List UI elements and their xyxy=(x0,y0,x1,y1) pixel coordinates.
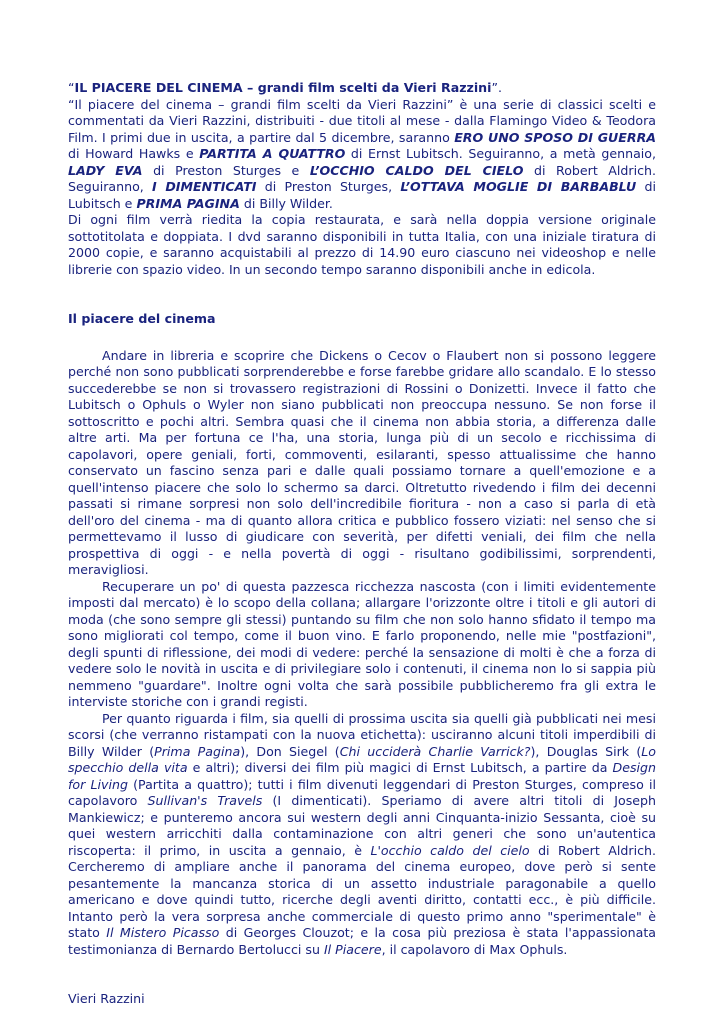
title-quote-open: “ xyxy=(68,80,75,95)
intro-text: di Howard Hawks e xyxy=(68,146,200,161)
distribution-paragraph: Di ogni film verrà riedita la copia restaurata, e sarà nella doppia versione originale sottotitolata e doppiata. I dvd saranno disponibili in tutta Italia, con una iniziale tiratura di 2000 copie, e saranno acquistabili al prezzo di 14.90 euro ciascuno nei videoshop e nelle librerie con spazio video. In un secondo tempo saranno disponibili anche in edicola. xyxy=(68,212,656,277)
film-title: PRIMA PAGINA xyxy=(136,195,240,211)
article-text: di Robert Aldrich. Cercheremo di ampliare anche il panorama del cinema europeo, dove però si sente pesantemente la mancanza storica di un assetto industriale paragonabile a quello americano e dove quindi tutto, ricerche degli aventi diritto, contatti ecc., è più difficile. Intanto però la vera sorpresa anche commerciale di questo primo anno "sperimentale" è stato xyxy=(68,842,656,940)
article-paragraph-1: Andare in libreria e scoprire che Dickens o Cecov o Flaubert non si possono leggere perché non sono pubblicati sorprenderebbe e forse farebbe gridare allo scandalo. E lo stesso succederebbe se non si trovassero registrazioni di Rossini o Donizetti. Invece il fatto che Lubitsch o Ophuls o Wyler non siano pubblicati non preoccupa nessuno. Se non forse il sottoscritto e pochi altri. Sembra quasi che il cinema non abbia storia, a differenza dalle altre arti. Ma per fortuna ce l'ha, una storia, lunga più di un secolo e ricchissima di capolavori, opere geniali, forti, commoventi, esilaranti, spesso attualissime che hanno conservato un fascino senza pari e dalle quali possiamo tornare a quell'emozione e a quell'intenso piacere che solo lo schermo sa darci. Oltretutto rivedendo i film dei decenni passati si rimane sorpresi non solo dell'incredibile fioritura - non a caso si parla di età dell'oro del cinema - ma di quanto allora critica e pubblico fossero viziati: nel senso che si permettevamo il lusso di giudicare con severità, per difetti veniali, dei film che nella prospettiva di oggi - e nella povertà di oggi - risultano godibilissimi, sorprendenti, meravigliosi. xyxy=(68,347,656,577)
section-heading: Il piacere del cinema xyxy=(68,311,216,326)
intro-paragraph xyxy=(68,97,656,213)
film-title: ERO UNO SPOSO DI GUERRA xyxy=(454,129,657,145)
article-paragraph-3 xyxy=(68,711,656,959)
film-title-italic: Il Mistero Picasso xyxy=(106,925,220,940)
document-title: IL PIACERE DEL CINEMA – grandi film scelti da Vieri Razzini xyxy=(74,80,492,95)
intro-text: di Preston Sturges e xyxy=(142,162,310,178)
film-title: PARTITA A QUATTRO xyxy=(199,146,346,161)
article-paragraph-2: Recuperare un po' di questa pazzesca ricchezza nascosta (con i limiti evidentemente imposti dal mercato) è lo scopo della collana; allargare l'orizzonte oltre i titoli e gli autori di moda (che sono sempre gli stessi) puntando su film che non solo hanno sfidato il tempo ma sono migliorati col tempo, come il buon vino. E farlo proponendo, nelle mie "postfazioni", degli spunti di riflessione, dei modi di vedere: perché la sensazione di molti è che a forza di vedere solo le novità in uscita e di privilegiare solo i contenuti, il cinema non lo si sappia più nemmeno "guardare". Inoltre ogni volta che sarà possibile pubblicheremo fra gli extra le interviste storiche con i grandi registi. xyxy=(68,578,656,709)
intro-text: “Il piacere del cinema – grandi film scelti da Vieri Razzini” è una serie di classici scelti e commentati da Vieri Razzini, distribuiti - due titoli al mese - dalla Flamingo Video & Teodora Film. I primi due in uscita, a partire dal 5 dicembre, saranno xyxy=(68,96,656,145)
article-text: e altri); diversi dei film più magici di Ernst Lubitsch, a partire da xyxy=(187,760,613,775)
film-title-italic: Sullivan's Travels xyxy=(147,793,263,808)
article-text: , il capolavoro di Max Ophuls. xyxy=(381,941,568,957)
film-title-italic: Il Piacere xyxy=(323,941,382,957)
film-title: L’OTTAVA MOGLIE DI BARBABLU xyxy=(400,179,637,194)
film-title-italic: Chi ucciderà Charlie Varrick? xyxy=(339,743,531,759)
film-title: I DIMENTICATI xyxy=(152,179,257,194)
film-title: L’OCCHIO CALDO DEL CIELO xyxy=(309,162,524,178)
title-quote-close: ”. xyxy=(491,80,502,95)
article-text: di Georges Clouzot; e la cosa più preziosa è stata l'appassionata testimonianza di Bernardo Bertolucci su xyxy=(68,925,656,957)
article-text: (I dimenticati). Speriamo di avere altri titoli di Joseph Mankiewicz; e punteremo ancora sui western degli anni Cinquanta-inizio Sessanta, cioè su quei western arricchiti dalla contaminazione con altri generi che sono un'autentica riscoperta: il primo, in uscita a gennaio, è xyxy=(68,793,656,858)
intro-text: di Ernst Lubitsch. Seguiranno, a metà gennaio, xyxy=(345,146,656,161)
intro-text: di Lubitsch e xyxy=(68,179,656,211)
intro-text: di Preston Sturges, xyxy=(256,179,401,194)
article-text: ), Don Siegel ( xyxy=(240,743,340,759)
article-text: (Partita a quattro); tutti i film divenuti leggendari di Preston Sturges, compreso il capolavoro xyxy=(68,776,656,808)
film-title-italic: Design for Living xyxy=(68,760,656,792)
document-page xyxy=(68,80,656,1008)
film-title-italic: Lo specchio della vita xyxy=(68,743,657,775)
film-title-italic: Prima Pagina xyxy=(154,743,241,759)
film-title: LADY EVA xyxy=(68,162,143,178)
intro-title-line xyxy=(68,80,656,97)
intro-text: di Robert Aldrich. Seguiranno, xyxy=(68,162,656,194)
author-signature: Vieri Razzini xyxy=(68,991,145,1006)
intro-text: di Billy Wilder. xyxy=(239,195,333,211)
article-text: ), Douglas Sirk ( xyxy=(530,743,642,759)
article-text: Per quanto riguarda i film, sia quelli di prossima uscita sia quelli già pubblicati nei mesi scorsi (che verranno ristampati con la nuova etichetta): usciranno alcuni titoli imperdibili di Billy Wilder ( xyxy=(68,710,656,759)
film-title-italic: L'occhio caldo del cielo xyxy=(370,842,530,858)
